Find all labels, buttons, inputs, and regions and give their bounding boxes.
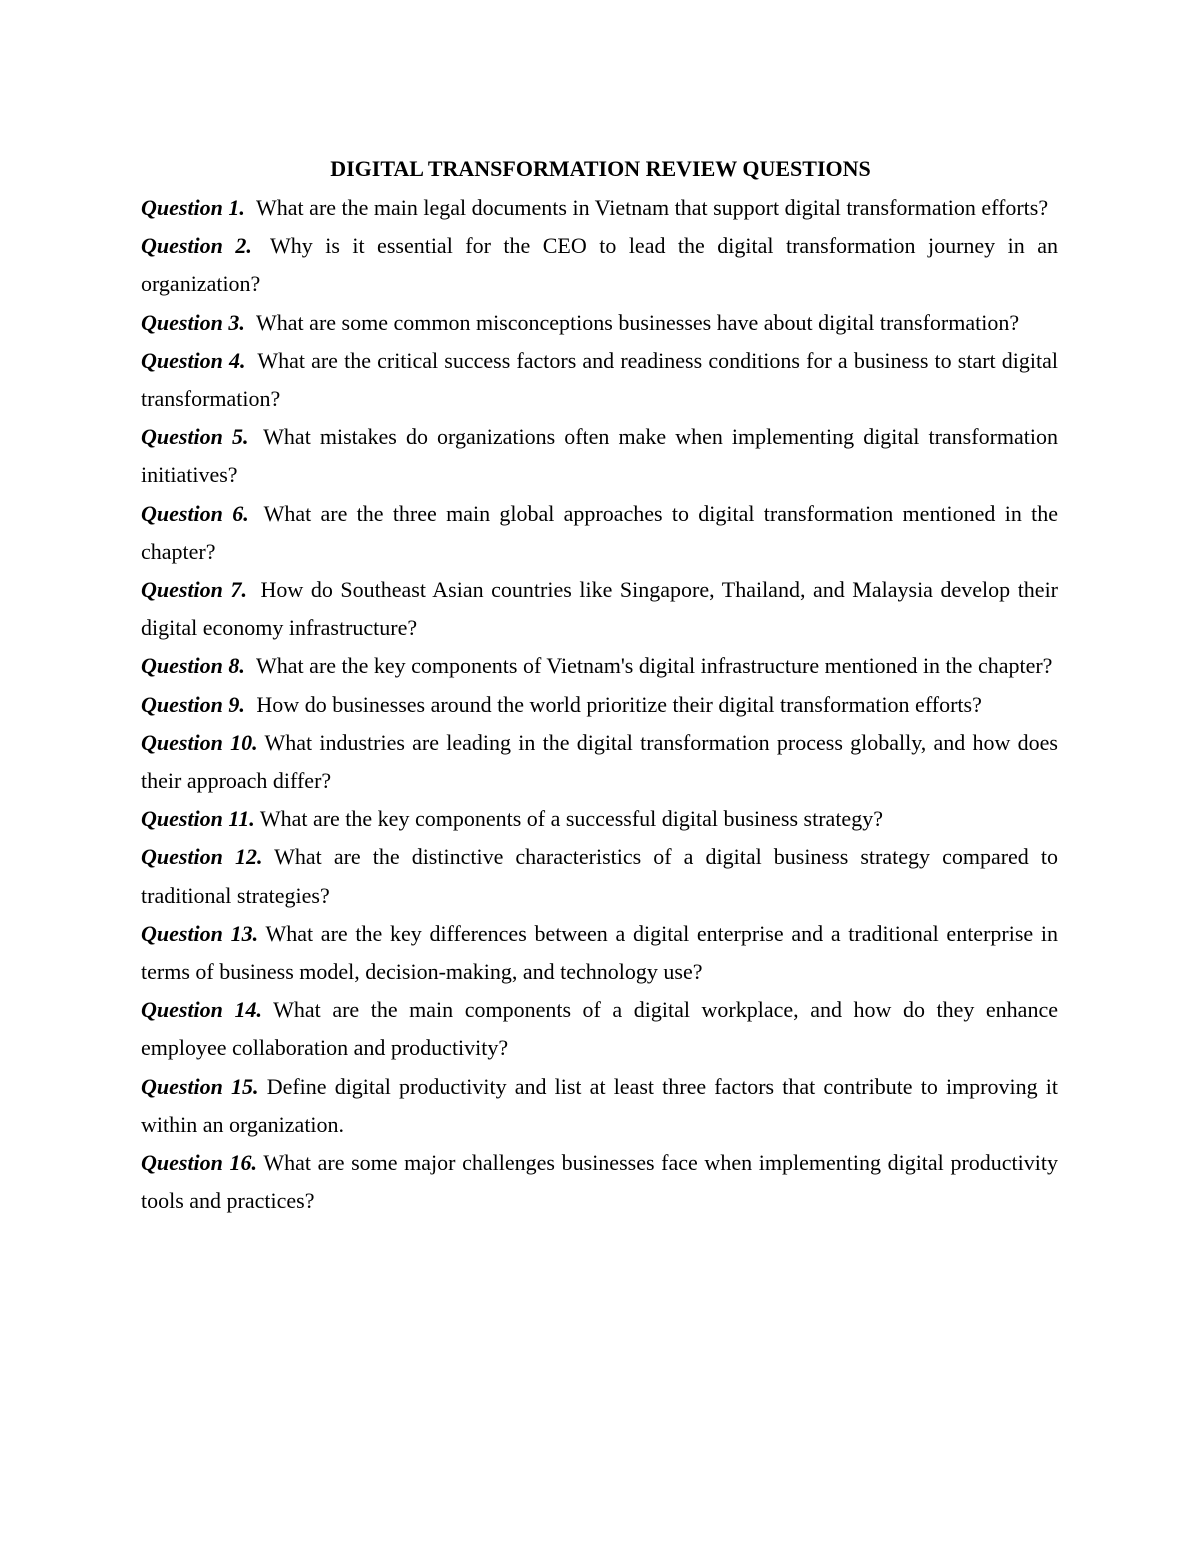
question-label: Question 13. xyxy=(141,920,259,946)
question-item-16 xyxy=(141,1144,1058,1220)
question-label: Question 3. xyxy=(141,309,245,335)
question-item-12 xyxy=(141,838,1058,914)
question-text: How do businesses around the world prioritize their digital transformation efforts? xyxy=(256,691,982,717)
question-item-14 xyxy=(141,991,1058,1067)
question-label: Question 6. xyxy=(141,500,249,526)
question-item-4 xyxy=(141,342,1058,418)
question-item-13 xyxy=(141,915,1058,991)
question-text: How do Southeast Asian countries like Singapore, Thailand, and Malaysia develop their digital economy infrastructure? xyxy=(141,577,1059,641)
question-label: Question 14. xyxy=(141,997,262,1023)
question-item-10 xyxy=(141,724,1058,800)
question-label: Question 2. xyxy=(141,233,252,259)
question-text: Define digital productivity and list at least three factors that contribute to improving it within an organization. xyxy=(141,1073,1058,1137)
question-label: Question 12. xyxy=(141,844,263,870)
question-label: Question 10. xyxy=(141,729,258,755)
question-label: Question 9. xyxy=(141,691,245,717)
question-text: What are the critical success factors and readiness conditions for a business to start digital transformation? xyxy=(141,347,1058,412)
question-text: What are some major challenges businesses face when implementing digital productivity tools and practices? xyxy=(141,1150,1058,1214)
question-text: What are some common misconceptions businesses have about digital transformation? xyxy=(256,309,1020,335)
question-text: What are the key differences between a digital enterprise and a traditional enterprise in terms of business model, decision-making, and technology use? xyxy=(141,920,1058,985)
question-item-9 xyxy=(141,686,1058,724)
question-item-15 xyxy=(141,1068,1058,1144)
question-text: What are the key components of Vietnam's digital infrastructure mentioned in the chapter? xyxy=(256,653,1053,679)
question-text: What are the main components of a digital workplace, and how do they enhance employee collaboration and productivity? xyxy=(141,997,1058,1061)
question-label: Question 7. xyxy=(141,577,247,603)
document-title: DIGITAL TRANSFORMATION REVIEW QUESTIONS xyxy=(330,156,871,181)
question-text: What industries are leading in the digital transformation process globally, and how does their approach differ? xyxy=(141,729,1058,794)
question-item-2 xyxy=(141,227,1058,303)
question-label: Question 15. xyxy=(141,1073,259,1099)
question-label: Question 1. xyxy=(141,195,245,220)
question-label: Question 4. xyxy=(141,347,246,373)
question-item-5 xyxy=(141,418,1058,494)
document-page xyxy=(141,152,1058,1220)
question-item-11 xyxy=(141,800,1058,838)
question-list xyxy=(141,189,1058,1220)
question-label: Question 8. xyxy=(141,653,245,679)
question-item-3 xyxy=(141,304,1058,342)
question-label: Question 16. xyxy=(141,1150,258,1176)
question-item-8 xyxy=(141,647,1058,685)
question-item-1 xyxy=(141,189,1058,227)
question-label: Question 5. xyxy=(141,424,249,450)
question-text: What are the key components of a successful digital business strategy? xyxy=(259,806,883,832)
question-text: Why is it essential for the CEO to lead the digital transformation journey in an organization? xyxy=(141,233,1058,297)
question-item-7 xyxy=(141,571,1058,647)
question-item-6 xyxy=(141,495,1058,571)
question-label: Question 11. xyxy=(141,806,255,832)
question-text: What are the three main global approaches to digital transformation mentioned in the chapter? xyxy=(141,500,1058,564)
question-text: What mistakes do organizations often make when implementing digital transformation initiatives? xyxy=(141,424,1058,488)
question-text: What are the distinctive characteristics of a digital business strategy compared to traditional strategies? xyxy=(141,844,1058,908)
question-text: What are the main legal documents in Vietnam that support digital transformation efforts? xyxy=(256,195,1049,220)
